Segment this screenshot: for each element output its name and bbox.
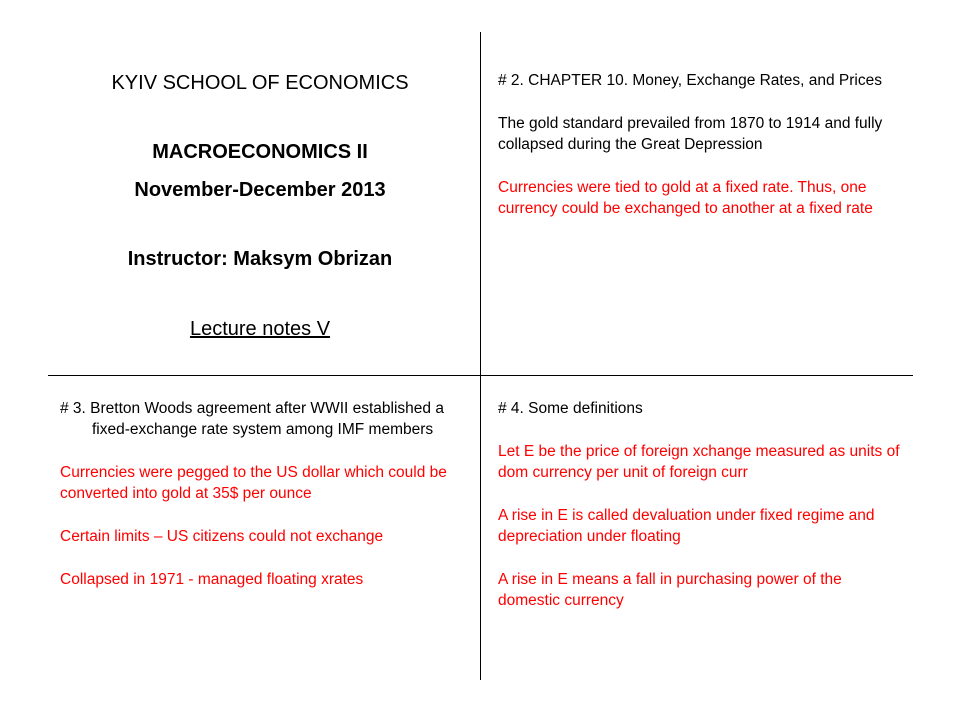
vertical-divider — [480, 32, 481, 680]
lecture-notes-title — [60, 318, 460, 341]
slide-4-paragraph-1: Let E be the price of foreign xchange measured as units of dom currency per unit of foreign curr — [498, 443, 900, 481]
slide-2-paragraph-2: Currencies were tied to gold at a fixed rate. Thus, one currency could be exchanged to another at a fixed rate — [498, 179, 873, 217]
horizontal-divider — [48, 375, 913, 376]
slide-4-paragraph-2: A rise in E is called devaluation under fixed regime and depreciation under floating — [498, 507, 875, 545]
slide-3-panel — [60, 398, 465, 590]
slide-2-heading: # 2. CHAPTER 10. Money, Exchange Rates, and Prices — [498, 72, 882, 89]
slide-4-heading: # 4. Some definitions — [498, 400, 643, 417]
slide-3-paragraph-2: Certain limits – US citizens could not exchange — [60, 528, 384, 545]
slide-4-paragraph-3: A rise in E means a fall in purchasing power of the domestic currency — [498, 571, 842, 609]
school-name: KYIV SCHOOL OF ECONOMICS — [111, 72, 409, 94]
lecture-notes-label: Lecture notes V — [189, 318, 331, 340]
slide-4-panel — [498, 398, 903, 611]
course-dates: November-December 2013 — [134, 179, 386, 201]
slide-3-paragraph-3: Collapsed in 1971 - managed floating xrates — [60, 571, 364, 588]
slide-3-heading: # 3. Bretton Woods agreement after WWII established a fixed-exchange rate system among IMF members — [60, 400, 444, 438]
slide-2-panel — [498, 70, 903, 219]
slide-3-paragraph-1: Currencies were pegged to the US dollar which could be converted into gold at 35$ per ounce — [60, 464, 447, 502]
course-title: MACROECONOMICS II — [152, 141, 368, 163]
slide-2-paragraph-1: The gold standard prevailed from 1870 to 1914 and fully collapsed during the Great Depression — [498, 115, 883, 153]
instructor-name: Instructor: Maksym Obrizan — [127, 248, 393, 270]
